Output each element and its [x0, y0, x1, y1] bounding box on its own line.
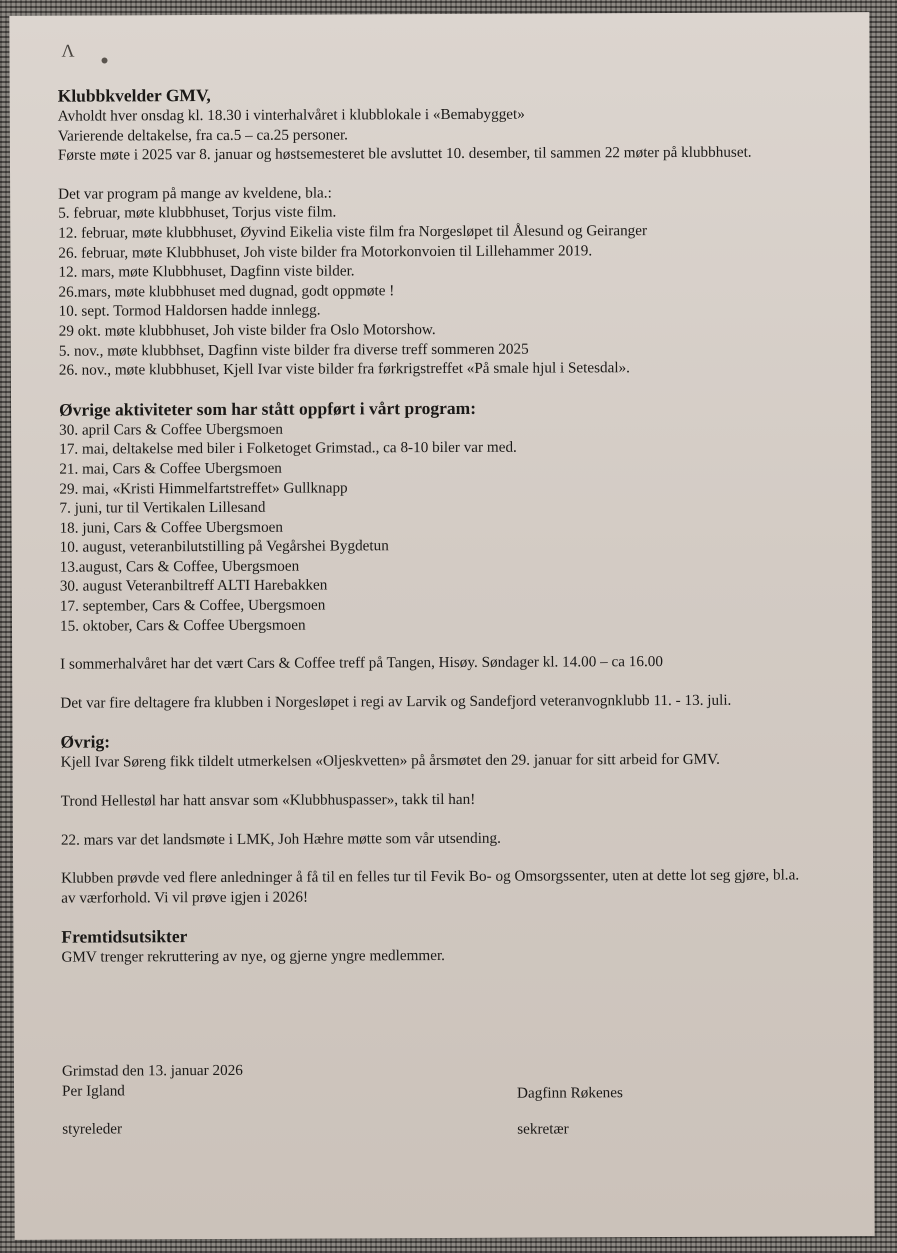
- activity-item: 18. juni, Cars & Coffee Ubergsmoen: [59, 518, 284, 537]
- program-item: 10. sept. Tormod Haldorsen hadde innlegg.: [58, 301, 321, 321]
- program-item: 5. nov., møte klubbhset, Dagfinn viste bilder fra diverse treff sommeren 2025: [58, 340, 529, 360]
- activity-item: 10. august, veteranbilutstilling på Vegårshei Bygdetun: [59, 537, 389, 556]
- activity-item: 30. august Veteranbiltreff ALTI Harebakken: [59, 576, 328, 596]
- intro-line: Avholdt hver onsdag kl. 18.30 i vinterhalvåret i klubblokale i «Bemabygget»: [57, 105, 525, 125]
- heading-ovrige-aktiviteter: Øvrige aktiviteter som har stått oppført i vårt program:: [59, 397, 477, 420]
- signature-block: [62, 1058, 842, 1139]
- program-intro: Det var program på mange av kveldene, bla.:: [58, 184, 332, 203]
- right-title: sekretær: [517, 1120, 569, 1138]
- program-item: 26. nov., møte klubbhuset, Kjell Ivar viste bilder fra førkrigstreffet «På smale hjul i Setesdal».: [58, 359, 631, 379]
- activity-item: 13.august, Cars & Coffee, Ubergsmoen: [59, 557, 300, 576]
- heading-fremtidsutsikter: Fremtidsutsikter: [61, 926, 188, 948]
- ink-smudge: Ʌ: [61, 40, 75, 61]
- intro-line: Varierende deltakelse, fra ca.5 – ca.25 personer.: [57, 125, 349, 145]
- program-item: 29 okt. møte klubbhuset, Joh viste bilder fra Oslo Motorshow.: [58, 320, 436, 340]
- ovrig-paragraph: Trond Hellestøl har hatt ansvar som «Klubbhuspasser», takk til han!: [60, 790, 476, 810]
- intro-line: Første møte i 2025 var 8. januar og høstsemesteret ble avsluttet 10. desember, til sammen 22 møter på klubbhuset.: [57, 143, 752, 164]
- ovrig-paragraph: Klubben prøvde ved flere anledninger å få til en felles tur til Fevik Bo- og Omsorgssenter, uten at dette lot seg gjøre, bl.a. av værforhold. Vi vil prøve igjen i 2026!: [61, 866, 800, 907]
- activity-item: 17. mai, deltakelse med biler i Folketoget Grimstad., ca 8-10 biler var med.: [59, 438, 517, 458]
- activity-item: 7. juni, tur til Vertikalen Lillesand: [59, 498, 266, 517]
- activity-item: 15. oktober, Cars & Coffee Ubergsmoen: [59, 616, 306, 635]
- ovrig-paragraph: Kjell Ivar Søreng fikk tildelt utmerkelsen «Oljeskvetten» på årsmøtet den 29. januar for sitt arbeid for GMV.: [60, 751, 720, 772]
- activity-item: 21. mai, Cars & Coffee Ubergsmoen: [59, 459, 282, 478]
- ovrig-paragraph: 22. mars var det landsmøte i LMK, Joh Hæhre møtte som vår utsending.: [60, 829, 501, 849]
- program-list: [58, 201, 839, 381]
- program-item: 26. februar, møte Klubbhuset, Joh viste bilder fra Motorkonvoien til Lillehammer 2019.: [58, 241, 593, 262]
- program-item: 12. mars, møte Klubbhuset, Dagfinn viste bilder.: [58, 262, 355, 281]
- activity-item: 30. april Cars & Coffee Ubergsmoen: [59, 420, 284, 439]
- left-title: styreleder: [62, 1120, 123, 1138]
- document-body: [58, 82, 842, 967]
- activity-list: [59, 417, 840, 636]
- activity-item: 17. september, Cars & Coffee, Ubergsmoen: [59, 596, 326, 615]
- program-item: 26.mars, møte klubbhuset med dugnad, godt oppmøte !: [58, 281, 395, 301]
- fremtidsutsikter-text: GMV trenger rekruttering av nye, og gjerne yngre medlemmer.: [61, 947, 445, 967]
- ink-dot: [102, 57, 108, 63]
- heading-ovrig: Øvrig:: [60, 731, 111, 753]
- place-date: Grimstad den 13. januar 2026: [61, 1061, 243, 1080]
- program-item: 5. februar, møte klubbhuset, Torjus viste film.: [58, 203, 337, 223]
- left-name: Per Igland: [61, 1081, 125, 1100]
- right-name: Dagfinn Røkenes: [517, 1084, 623, 1102]
- heading-klubbkvelder: Klubbkvelder GMV,: [57, 85, 211, 106]
- summer-paragraph: I sommerhalvåret har det vært Cars & Coffee treff på Tangen, Hisøy. Søndager kl. 14.00 – ca 16.00: [60, 653, 663, 673]
- signatory-titles: [62, 1116, 842, 1139]
- norgeslopet-paragraph: Det var fire deltagere fra klubben i Norgesløpet i regi av Larvik og Sandefjord veteranvognklubb 11. - 13. juli.: [60, 691, 732, 712]
- program-item: 12. februar, møte klubbhuset, Øyvind Eikelia viste film fra Norgesløpet til Ålesund og Geiranger: [58, 222, 648, 242]
- document-page: [9, 12, 874, 1240]
- activity-item: 29. mai, «Kristi Himmelfartstreffet» Gullknapp: [59, 478, 348, 498]
